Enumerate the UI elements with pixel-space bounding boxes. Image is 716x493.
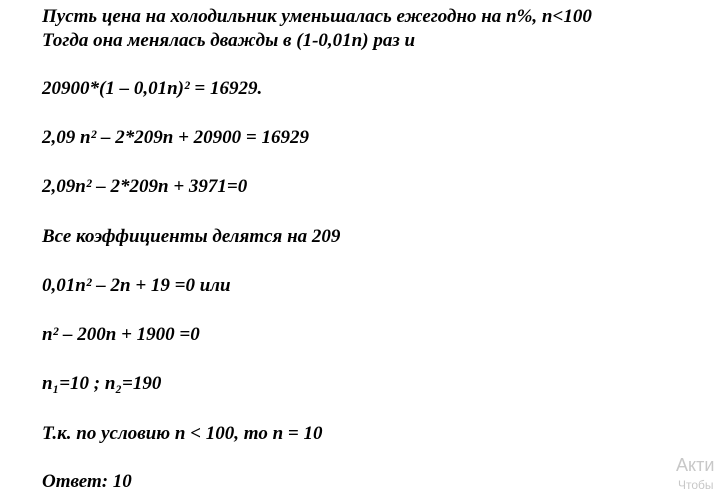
roots-line: n₁=10 ; n₂=190 <box>42 373 162 394</box>
change-factor-line: Тогда она менялась дважды в (1-0,01n) раз и <box>42 30 416 51</box>
condition-line: Т.к. по условию n < 100, то n = 10 <box>42 423 323 444</box>
coefficients-note-line: Все коэффициенты делятся на 209 <box>42 226 341 247</box>
expanded-equation-line: 2,09 n² – 2*209n + 20900 = 16929 <box>42 127 309 148</box>
main-equation-line: 20900*(1 – 0,01n)² = 16929. <box>42 78 263 99</box>
simplified-equation-line: 2,09n² – 2*209n + 3971=0 <box>42 176 248 197</box>
activation-watermark: Акти <box>676 455 715 475</box>
problem-statement-line: Пусть цена на холодильник уменьшалась ежегодно на n%, n<100 <box>42 6 592 27</box>
activation-watermark-subtext: Чтобы <box>678 478 714 492</box>
divided-equation-line: 0,01n² – 2n + 19 =0 или <box>42 275 231 296</box>
quadratic-equation-line: n² – 200n + 1900 =0 <box>42 324 200 345</box>
answer-line: Ответ: 10 <box>42 471 132 492</box>
